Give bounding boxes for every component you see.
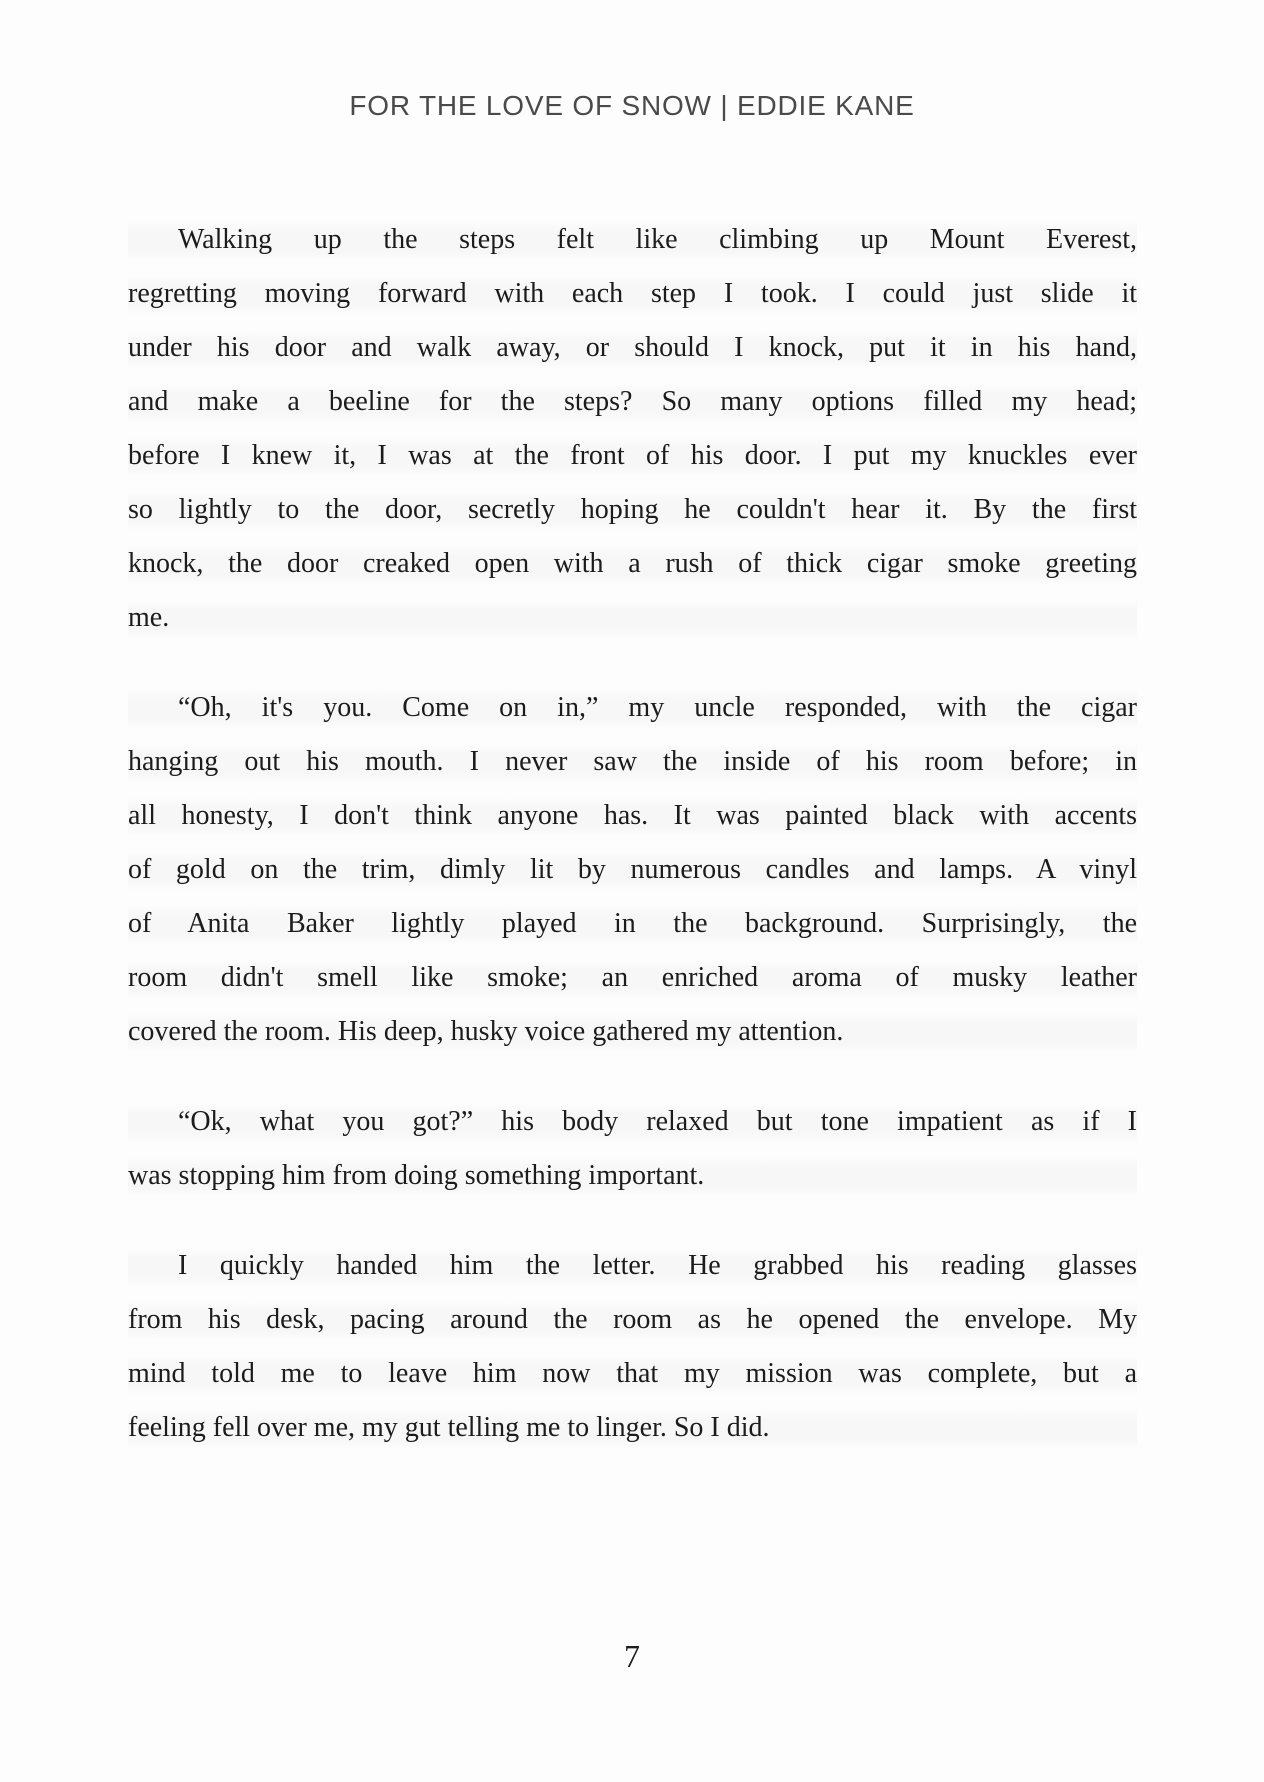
text-line: “Oh, it's you. Come on in,” my uncle responded, with the cigar bbox=[128, 681, 1137, 735]
text-line: I quickly handed him the letter. He grabbed his reading glasses bbox=[128, 1239, 1137, 1293]
text-line: from his desk, pacing around the room as he opened the envelope. My bbox=[128, 1293, 1137, 1347]
text-line: hanging out his mouth. I never saw the inside of his room before; in bbox=[128, 735, 1137, 789]
paragraph bbox=[128, 1095, 1137, 1203]
text-line: feeling fell over me, my gut telling me to linger. So I did. bbox=[128, 1401, 1137, 1455]
paragraph bbox=[128, 681, 1137, 1059]
text-line: before I knew it, I was at the front of his door. I put my knuckles ever bbox=[128, 429, 1137, 483]
text-line: of gold on the trim, dimly lit by numerous candles and lamps. A vinyl bbox=[128, 843, 1137, 897]
text-line: and make a beeline for the steps? So many options filled my head; bbox=[128, 375, 1137, 429]
text-line: all honesty, I don't think anyone has. It was painted black with accents bbox=[128, 789, 1137, 843]
paragraph bbox=[128, 1239, 1137, 1455]
text-line: me. bbox=[128, 591, 1137, 645]
text-line: was stopping him from doing something important. bbox=[128, 1149, 1137, 1203]
text-line: mind told me to leave him now that my mission was complete, but a bbox=[128, 1347, 1137, 1401]
text-line: “Ok, what you got?” his body relaxed but tone impatient as if I bbox=[128, 1095, 1137, 1149]
text-line: covered the room. His deep, husky voice gathered my attention. bbox=[128, 1005, 1137, 1059]
text-line: Walking up the steps felt like climbing up Mount Everest, bbox=[128, 213, 1137, 267]
paragraph bbox=[128, 213, 1137, 645]
page-body bbox=[128, 213, 1137, 1491]
running-header: FOR THE LOVE OF SNOW | EDDIE KANE bbox=[349, 90, 915, 121]
text-line: so lightly to the door, secretly hoping he couldn't hear it. By the first bbox=[128, 483, 1137, 537]
text-line: of Anita Baker lightly played in the background. Surprisingly, the bbox=[128, 897, 1137, 951]
text-line: regretting moving forward with each step I took. I could just slide it bbox=[128, 267, 1137, 321]
page-number: 7 bbox=[624, 1638, 640, 1674]
text-line: knock, the door creaked open with a rush of thick cigar smoke greeting bbox=[128, 537, 1137, 591]
text-line: room didn't smell like smoke; an enriched aroma of musky leather bbox=[128, 951, 1137, 1005]
text-line: under his door and walk away, or should I knock, put it in his hand, bbox=[128, 321, 1137, 375]
